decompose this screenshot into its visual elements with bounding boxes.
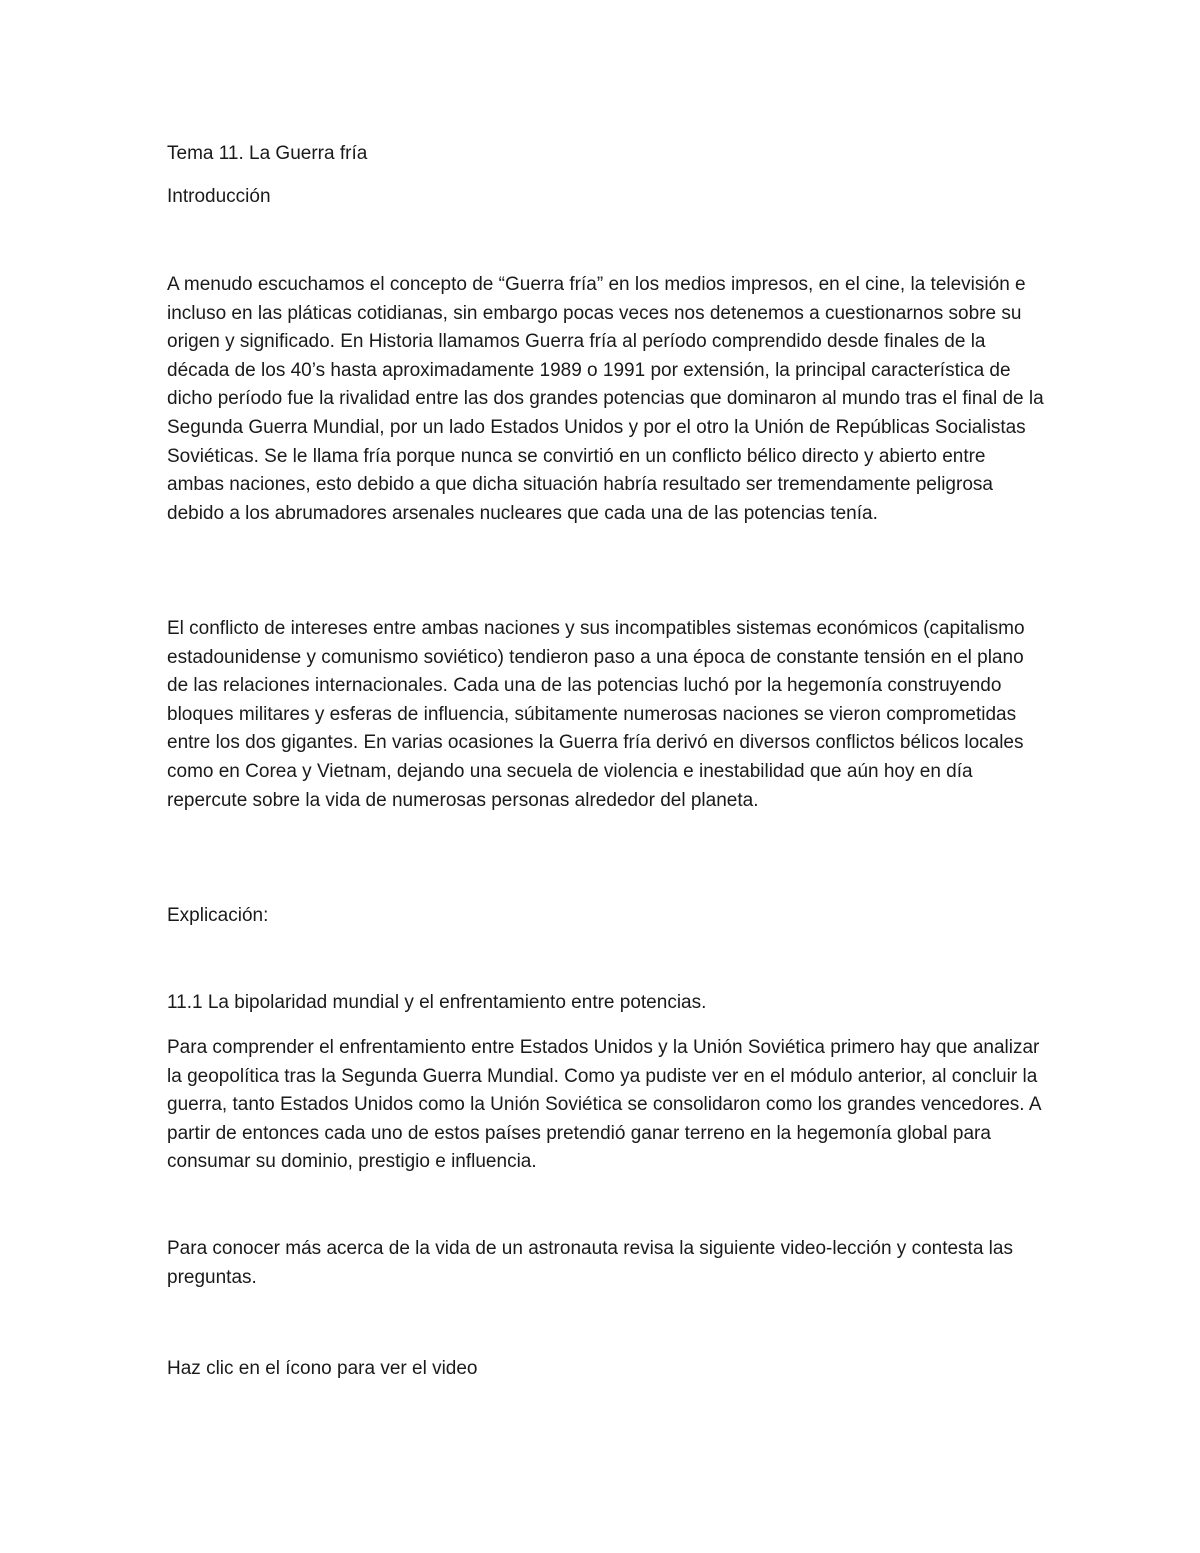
explicacion-heading: Explicación: <box>167 905 269 926</box>
intro-heading: Introducción <box>167 186 271 207</box>
section-heading: 11.1 La bipolaridad mundial y el enfrentamiento entre potencias. <box>167 992 707 1013</box>
intro-paragraph-1: A menudo escuchamos el concepto de “Guerra fría” en los medios impresos, en el cine, la televisión e incluso en las pláticas cotidianas, sin embargo pocas veces nos detenemos a cuestionarnos sobre su origen y significado. En Historia llamamos Guerra fría al período comprendido desde finales de la década de los 40’s hasta aproximadamente 1989 o 1991 por extensión, la principal característica de dicho período fue la rivalidad entre las dos grandes potencias que dominaron al mundo tras el final de la Segunda Guerra Mundial, por un lado Estados Unidos y por el otro la Unión de Repúblicas Socialistas Soviéticas. Se le llama fría porque nunca se convirtió en un conflicto bélico directo y abierto entre ambas naciones, esto debido a que dicha situación habría resultado ser tremendamente peligrosa debido a los abrumadores arsenales nucleares que cada una de las potencias tenía. <box>167 274 1044 524</box>
section-paragraph-1: Para comprender el enfrentamiento entre Estados Unidos y la Unión Soviética primero hay que analizar la geopolítica tras la Segunda Guerra Mundial. Como ya pudiste ver en el módulo anterior, al concluir la guerra, tanto Estados Unidos como la Unión Soviética se consolidaron como los grandes vencedores. A partir de entonces cada uno de estos países pretendió ganar terreno en la hegemonía global para consumar su dominio, prestigio e influencia. <box>167 1037 1041 1173</box>
video-prompt: Haz clic en el ícono para ver el video <box>167 1358 478 1379</box>
document-title: Tema 11. La Guerra fría <box>167 143 368 164</box>
section-paragraph-2: Para conocer más acerca de la vida de un astronauta revisa la siguiente video-lección y contesta las preguntas. <box>167 1238 1013 1288</box>
intro-paragraph-2: El conflicto de intereses entre ambas naciones y sus incompatibles sistemas económicos (capitalismo estadounidense y comunismo soviético) tendieron paso a una época de constante tensión en el plano de las relaciones internacionales. Cada una de las potencias luchó por la hegemonía construyendo bloques militares y esferas de influencia, súbitamente numerosas naciones se vieron comprometidas entre los dos gigantes. En varias ocasiones la Guerra fría derivó en diversos conflictos bélicos locales como en Corea y Vietnam, dejando una secuela de violencia e inestabilidad que aún hoy en día repercute sobre la vida de numerosas personas alrededor del planeta. <box>167 618 1025 811</box>
